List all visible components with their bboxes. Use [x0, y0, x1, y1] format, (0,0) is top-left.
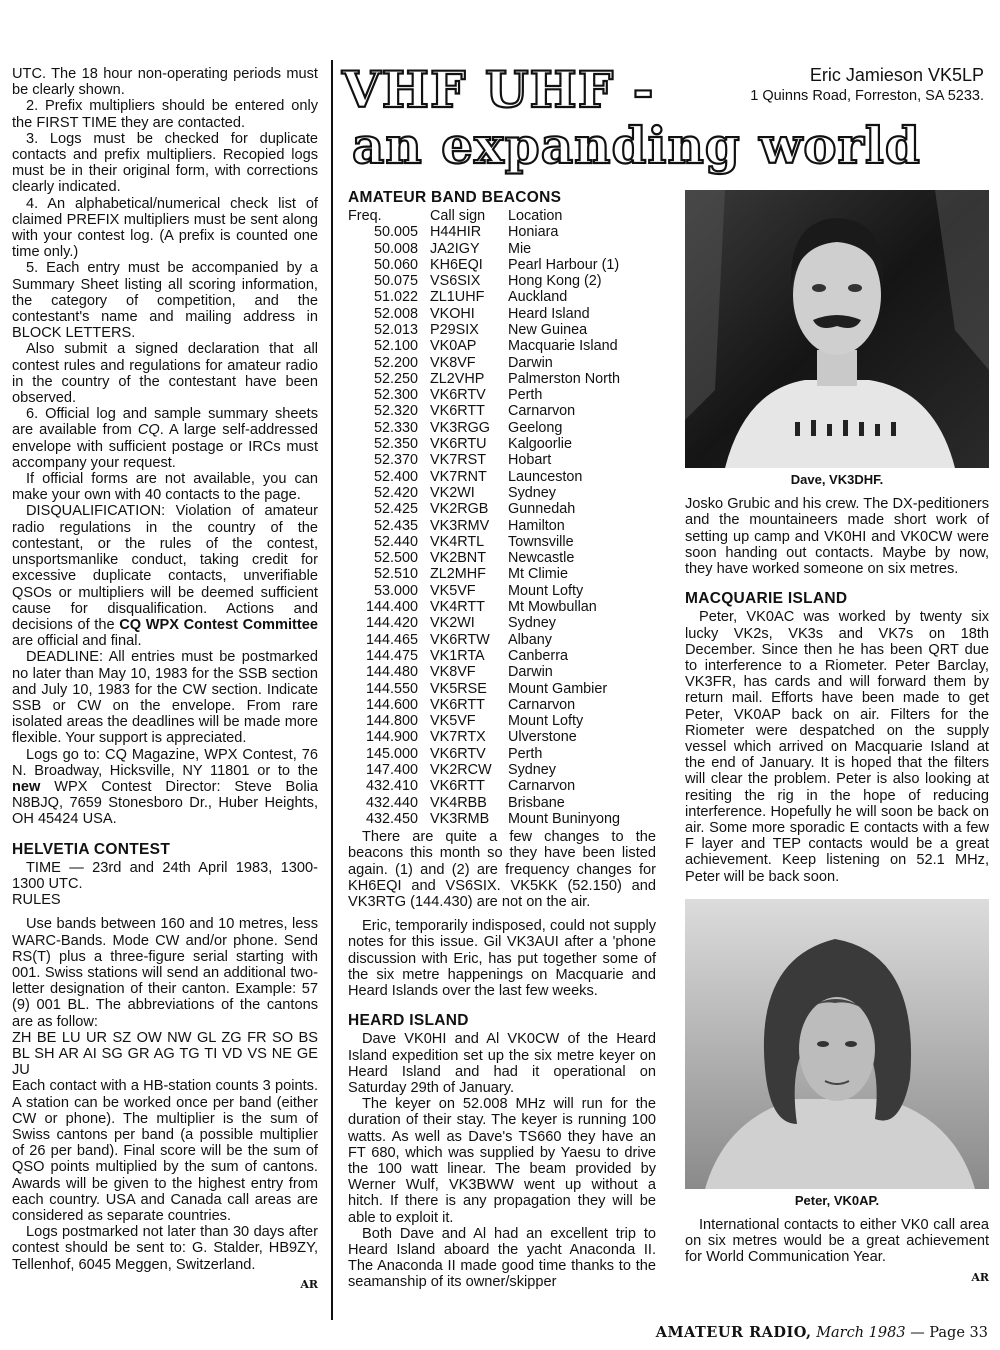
beacon-callsign: VK1RTA: [430, 647, 485, 664]
beacon-location: Kalgoorlie: [508, 436, 572, 453]
beacon-callsign: VK6RTT: [430, 403, 485, 420]
author-name: Eric Jamieson VK5LP: [809, 65, 984, 85]
column-macquarie: [685, 190, 989, 1286]
heard-para: The keyer on 52.008 MHz will run for the duration of their stay. The keyer is running 100 watts. As well as Dave's TS660 they have an FT 680, which was supplied by Yaesu to drive the 100 watt linear. The beam provided by Werner Wulf, VK3BWW went up without a hitch. If there is any propagation they will be able to exploit it.: [348, 1096, 656, 1226]
beacon-row: [348, 306, 620, 322]
deadline-para: DEADLINE: All entries must be postmarked no later than May 10, 1983 for the SSB section and July 10, 1983 for the CW section. Indicate SSB or CW on the envelope. From rare isolated areas the deadlines will be made more flexible. Your support is appreciated.: [12, 649, 318, 747]
beacon-location: New Guinea: [508, 321, 588, 338]
rules-para: 5. Each entry must be accompanied by a Summary Sheet listing all scoring information, the category of competition, and the contestant's name and mailing address in BLOCK LETTERS.: [12, 260, 318, 342]
beacon-location: Palmerston North: [508, 370, 620, 387]
helvetia-para: Use bands between 160 and 10 metres, less WARC-Bands. Mode CW and/or phone. Send RS(T) plus a three-figure serial starting with 001. Swiss stations will send an additional two-letter designation of their canton. Example: 57 (9) 001 BL. The abbreviations of the cantons are as follow:: [12, 916, 318, 1030]
ar-end-mark: AR: [300, 1277, 318, 1291]
beacon-location: Mount Buninyong: [508, 810, 621, 827]
beacon-frequency: 52.320: [373, 403, 418, 420]
beacon-callsign: VK5VF: [430, 713, 476, 730]
beacon-row: [348, 534, 620, 550]
beacon-frequency: 52.350: [373, 436, 418, 453]
beacon-callsign: VK3RMV: [430, 517, 490, 534]
beacon-callsign: VK2WI: [430, 484, 475, 501]
text-span: are official and final.: [12, 633, 142, 650]
beacon-callsign: KH6EQI: [430, 256, 483, 273]
spacer: [12, 828, 318, 842]
spacer: [348, 999, 656, 1013]
beacon-row: [348, 550, 620, 566]
beacon-location: Albany: [508, 631, 553, 648]
rules-para: 3. Logs must be checked for duplicate contacts and prefix multipliers. Recopied logs must be in their original form, with corrections clearly indicated.: [12, 130, 318, 196]
beacon-row: [348, 371, 620, 387]
beacon-location: Pearl Harbour (1): [508, 256, 620, 273]
beacon-row: [348, 632, 620, 648]
beacon-callsign: ZL2MHF: [430, 566, 486, 583]
beacon-frequency: 52.420: [373, 484, 418, 501]
beacon-frequency: 52.440: [373, 533, 418, 550]
portrait-peter-image: [685, 899, 989, 1189]
title-line-1: VHF UHF -: [342, 60, 655, 119]
beacon-row: [348, 681, 620, 697]
new-bold: new: [12, 778, 41, 795]
beacon-row: [348, 713, 620, 729]
beacon-location: Launceston: [508, 468, 583, 485]
ar-end-mark: AR: [971, 1270, 989, 1284]
beacon-frequency: 144.600: [365, 696, 418, 713]
beacon-location: Mount Lofty: [508, 713, 584, 730]
issue-date: March 1983: [816, 1325, 906, 1341]
macquarie-heading: MACQUARIE ISLAND: [685, 590, 848, 608]
beacon-row: [348, 762, 620, 778]
beacon-callsign: VK2RCW: [430, 762, 492, 778]
beacon-location: Brisbane: [508, 794, 565, 811]
column-contest-rules: [12, 66, 318, 1293]
beacon-row: [348, 583, 620, 599]
committee-bold: CQ WPX Contest Committee: [119, 616, 318, 633]
beacon-row: [348, 518, 620, 534]
beacon-row: [348, 355, 620, 371]
beacon-row: [348, 452, 620, 468]
beacon-callsign: VK2BNT: [430, 550, 486, 567]
rules-para: [12, 406, 318, 471]
column-beacons: [348, 190, 656, 1291]
beacon-frequency: 144.480: [365, 664, 418, 681]
beacon-frequency: 52.400: [373, 468, 418, 485]
call-header: Call sign: [430, 208, 486, 225]
text-span: DISQUALIFICATION: Violation of amateur radio regulations in the country of the contestant, or the rules of the contest, unsportsmanlike conduct, taking credit for excessive duplicate contacts, unverifiable QSOs or multipliers will be deemed sufficient cause for disqualification. Actions and decisions of the: [12, 503, 318, 633]
beacon-row: [348, 697, 620, 713]
beacon-callsign: VK4RTT: [430, 599, 485, 616]
beacon-location: Geelong: [508, 419, 563, 436]
beacon-location: Sydney: [508, 615, 556, 632]
beacon-row: [348, 273, 620, 289]
beacon-frequency: 432.450: [365, 810, 418, 827]
beacon-callsign: VK8VF: [430, 664, 476, 681]
cq-italic: CQ: [137, 422, 160, 439]
beacon-location: Mt Climie: [508, 566, 568, 583]
beacon-callsign: ZL1UHF: [430, 289, 485, 306]
beacon-callsign: VK7RTX: [430, 729, 486, 746]
beacon-row: [348, 599, 620, 615]
spacer: [685, 885, 989, 899]
beacon-callsign: VK4RBB: [430, 794, 487, 811]
beacon-row: [348, 469, 620, 485]
beacon-callsign: VS6SIX: [430, 273, 481, 290]
portrait-dave-image: [685, 190, 989, 468]
beacon-row: [348, 257, 620, 273]
beacon-location: Macquarie Island: [508, 338, 618, 355]
beacon-row: [348, 746, 620, 762]
helvetia-heading: HELVETIA CONTEST: [12, 840, 171, 858]
beacon-location: Carnarvon: [508, 778, 576, 795]
text-span: WPX Contest Director: Steve Bolia N8BJQ, 7659 Stonesboro Dr., Huber Heights, OH 45424 USA.: [12, 778, 318, 828]
title-line-2: an expanding world: [352, 116, 921, 175]
beacon-row: [348, 420, 620, 436]
beacon-row: [348, 322, 620, 338]
beacon-location: Perth: [508, 387, 543, 404]
beacon-location: Heard Island: [508, 305, 590, 322]
beacon-frequency: 50.008: [373, 240, 418, 257]
beacon-location: Carnarvon: [508, 696, 576, 713]
heard-para: Both Dave and Al had an excellent trip to Heard Island aboard the yacht Anaconda II. The Anaconda II made good time thanks to the seamanship of its owner/skipper: [348, 1225, 656, 1291]
disqualification-para: [12, 503, 318, 649]
beacon-frequency: 144.465: [365, 631, 418, 648]
logs-para: [12, 747, 318, 828]
beacon-callsign: VK6RTW: [430, 631, 490, 648]
josko-para: Josko Grubic and his crew. The DX-peditioners and the mountaineers made short work of setting up camp and VK0HI and VK0CW were soon handing out contacts. Maybe by now, they have worked someone on six metres.: [685, 496, 989, 578]
beacon-callsign: P29SIX: [430, 321, 479, 338]
beacon-frequency: 52.435: [373, 517, 418, 534]
rules-para: If official forms are not available, you can make your own with 40 contacts to the page.: [12, 471, 318, 504]
rules-para: 4. An alphabetical/numerical check list of claimed PREFIX multipliers must be sent along with your contest log. (A prefix is counted one time only.): [12, 195, 318, 261]
beacon-location: Newcastle: [508, 550, 575, 567]
beacon-row: [348, 403, 620, 419]
spacer: [348, 910, 656, 918]
helvetia-para: Each contact with a HB-station counts 3 points. A station can be worked once per band (either CW or phone). The multiplier is the sum of Swiss cantons per band (a possible multiplier of 26 per band). Final score will be the sum of QSO points multiplied by the sum of cantons. Awards will be given to the highest entry from each country. USA and Canada call areas are considered as separate countries.: [12, 1078, 318, 1225]
beacon-frequency: 147.400: [365, 762, 418, 778]
heard-island-heading: HEARD ISLAND: [348, 1012, 469, 1030]
photo-peter: [685, 899, 989, 1189]
beacon-frequency: 144.550: [365, 680, 418, 697]
photo-dave: [685, 190, 989, 468]
text-span: 6. Official log and sample summary sheets are available from: [12, 406, 318, 439]
beacon-location: Hong Kong (2): [508, 273, 602, 290]
beacon-location: Gunnedah: [508, 501, 576, 518]
beacon-row: [348, 566, 620, 582]
beacon-frequency: 50.060: [373, 256, 418, 273]
beacon-callsign: VK6RTU: [430, 436, 487, 453]
beacon-frequency: 51.022: [373, 289, 418, 306]
editor-note: Eric, temporarily indisposed, could not supply notes for this issue. Gil VK3AUI after a 'phone discussion with Eric, has put together some of the six metre happenings on Macquarie and Heard Islands over the last few weeks.: [348, 918, 656, 1000]
beacon-frequency: 145.000: [365, 745, 418, 762]
beacon-location: Sydney: [508, 484, 556, 501]
beacon-callsign: VK5VF: [430, 582, 476, 599]
beacon-frequency: 52.200: [373, 354, 418, 371]
page-footer: [656, 1324, 988, 1341]
beacon-frequency: 432.440: [365, 794, 418, 811]
helvetia-para: Logs postmarked not later than 30 days after contest should be sent to: G. Stalder, HB9ZY, Tellenhof, 6045 Meggen, Switzerland.: [12, 1224, 318, 1273]
international-para: International contacts to either VK0 call area on six metres would be a great achievement for World Communication Year.: [685, 1217, 989, 1266]
beacon-location: Perth: [508, 745, 543, 762]
beacon-callsign: H44HIR: [430, 224, 482, 241]
beacon-frequency: 50.075: [373, 273, 418, 290]
beacon-callsign: VK3RGG: [430, 419, 490, 436]
beacon-frequency: 52.370: [373, 452, 418, 469]
beacons-body: [348, 224, 620, 827]
beacon-frequency: 52.250: [373, 370, 418, 387]
beacon-row: [348, 289, 620, 305]
beacon-callsign: VK5RSE: [430, 680, 487, 697]
beacon-frequency: 432.410: [365, 778, 418, 795]
page-number: — Page 33: [910, 1325, 988, 1341]
beacon-frequency: 144.400: [365, 599, 418, 616]
beacon-location: Auckland: [508, 289, 568, 306]
beacon-frequency: 50.005: [373, 224, 418, 241]
column-divider: [331, 60, 333, 1320]
beacon-frequency: 52.008: [373, 305, 418, 322]
beacon-location: Honiara: [508, 224, 559, 241]
beacon-row: [348, 241, 620, 257]
beacon-location: Carnarvon: [508, 403, 576, 420]
beacon-location: Hamilton: [508, 517, 565, 534]
beacon-row: [348, 615, 620, 631]
author-address: 1 Quinns Road, Forreston, SA 5233.: [750, 88, 984, 104]
beacon-location: Canberra: [508, 647, 568, 664]
beacon-location: Townsville: [508, 533, 574, 550]
beacon-row: [348, 436, 620, 452]
beacon-callsign: VK0AP: [430, 338, 477, 355]
location-header: Location: [508, 208, 563, 225]
beacon-callsign: ZL2VHP: [430, 370, 485, 387]
beacon-location: Mt Mowbullan: [508, 599, 597, 616]
beacon-frequency: 144.900: [365, 729, 418, 746]
macquarie-para: Peter, VK0AC was worked by twenty six lucky VK2s, VK3s and VK7s on 18th December. Since then he has been QRT due to interference to a Riometer. Peter Barclay, VK3FR, has cards and will forward them by return mail. Efforts have been made to get Peter, VK0AP back on air. Filters for the Riometer were despatched on the supply vessel which arrived on Macquarie Island at the end of January. It is hoped that the filters will clear the problem. Peter is also looking at resiting the rig in the hope of reducing interference. Hopefully he will soon be back on air. Some more sporadic E contacts with a few F layer and TEP contacts would be a great achievement. Keep listening on 52.1 MHz, Peter will be back soon.: [685, 609, 989, 885]
beacon-frequency: 144.475: [365, 647, 418, 664]
beacon-row: [348, 387, 620, 403]
beacon-frequency: 52.500: [373, 550, 418, 567]
beacon-row: [348, 224, 620, 240]
beacon-row: [348, 795, 620, 811]
beacon-callsign: VK7RNT: [430, 468, 487, 485]
magazine-name: AMATEUR RADIO,: [655, 1324, 812, 1341]
beacon-frequency: 52.013: [373, 321, 418, 338]
beacon-callsign: VK6RTT: [430, 778, 485, 795]
rules-para: 2. Prefix multipliers should be entered only the FIRST TIME they are contacted.: [12, 98, 318, 131]
beacon-callsign: VKOHI: [430, 305, 475, 322]
rules-para: UTC. The 18 hour non-operating periods must be clearly shown.: [12, 66, 318, 99]
beacon-callsign: VK2WI: [430, 615, 475, 632]
beacon-location: Mount Lofty: [508, 582, 584, 599]
beacon-frequency: 52.100: [373, 338, 418, 355]
beacon-row: [348, 664, 620, 680]
beacon-callsign: VK7RST: [430, 452, 486, 469]
beacon-location: Ulverstone: [508, 729, 577, 746]
beacon-row: [348, 501, 620, 517]
text-span: . A large self-addressed envelope with sufficient postage or IRCs must accompany your request.: [12, 422, 318, 471]
beacons-header-row: [348, 208, 620, 224]
beacon-location: Darwin: [508, 664, 553, 681]
beacon-row: [348, 778, 620, 794]
beacon-row: [348, 485, 620, 501]
helvetia-rules-label: RULES: [12, 892, 61, 909]
beacon-location: Mie: [508, 240, 532, 257]
heard-para: Dave VK0HI and Al VK0CW of the Heard Island expedition set up the six metre keyer on Heard Island and had it operational on Saturday 29th of January.: [348, 1031, 656, 1097]
beacon-frequency: 53.000: [373, 582, 418, 599]
cantons-list: ZH BE LU UR SZ OW NW GL ZG FR SO BS BL SH AR AI SG GR AG TG TI VD VS NE GE JU: [12, 1029, 318, 1079]
beacon-callsign: VK8VF: [430, 354, 476, 371]
beacon-location: Sydney: [508, 762, 556, 778]
beacon-callsign: VK6RTT: [430, 696, 485, 713]
helvetia-time: TIME — 23rd and 24th April 1983, 1300-1300 UTC.: [12, 859, 318, 892]
text-span: Logs go to: CQ Magazine, WPX Contest, 76 N. Broadway, Hicksville, NY 11801 or to the: [12, 746, 318, 779]
beacon-frequency: 144.420: [365, 615, 418, 632]
beacon-frequency: 52.510: [373, 566, 418, 583]
beacons-note: There are quite a few changes to the beacons this month so they have been listed again. (1) and (2) are frequency changes for KH6EQI and VS6SIX. VK5KK (52.150) and VK3RTG (144.430) are not on the air.: [348, 829, 656, 910]
beacon-row: [348, 729, 620, 745]
author-block: [750, 64, 984, 106]
beacon-location: Hobart: [508, 452, 552, 469]
beacon-callsign: VK2RGB: [430, 501, 489, 518]
beacons-table: [348, 208, 620, 827]
beacon-location: Mount Gambier: [508, 680, 608, 697]
beacon-frequency: 52.425: [373, 501, 418, 518]
spacer: [685, 577, 989, 591]
spacer: [12, 908, 318, 916]
beacon-callsign: VK6RTV: [430, 745, 486, 762]
photo-caption-peter: Peter, VK0AP.: [794, 1192, 880, 1208]
beacon-row: [348, 648, 620, 664]
freq-header: Freq.: [348, 208, 382, 225]
beacon-frequency: 52.330: [373, 419, 418, 436]
beacon-callsign: VK4RTL: [430, 533, 485, 550]
beacon-frequency: 144.800: [365, 713, 418, 730]
beacon-callsign: JA2IGY: [430, 240, 480, 257]
beacon-frequency: 52.300: [373, 387, 418, 404]
beacon-row: [348, 811, 620, 827]
beacons-heading: AMATEUR BAND BEACONS: [348, 189, 562, 206]
beacon-row: [348, 338, 620, 354]
beacon-callsign: VK6RTV: [430, 387, 486, 404]
photo-caption-dave: Dave, VK3DHF.: [790, 472, 884, 487]
rules-para: Also submit a signed declaration that all contest rules and regulations for amateur radio in the country of the contestant have been observed.: [12, 341, 318, 407]
beacon-location: Darwin: [508, 354, 553, 371]
beacon-callsign: VK3RMB: [430, 810, 490, 827]
